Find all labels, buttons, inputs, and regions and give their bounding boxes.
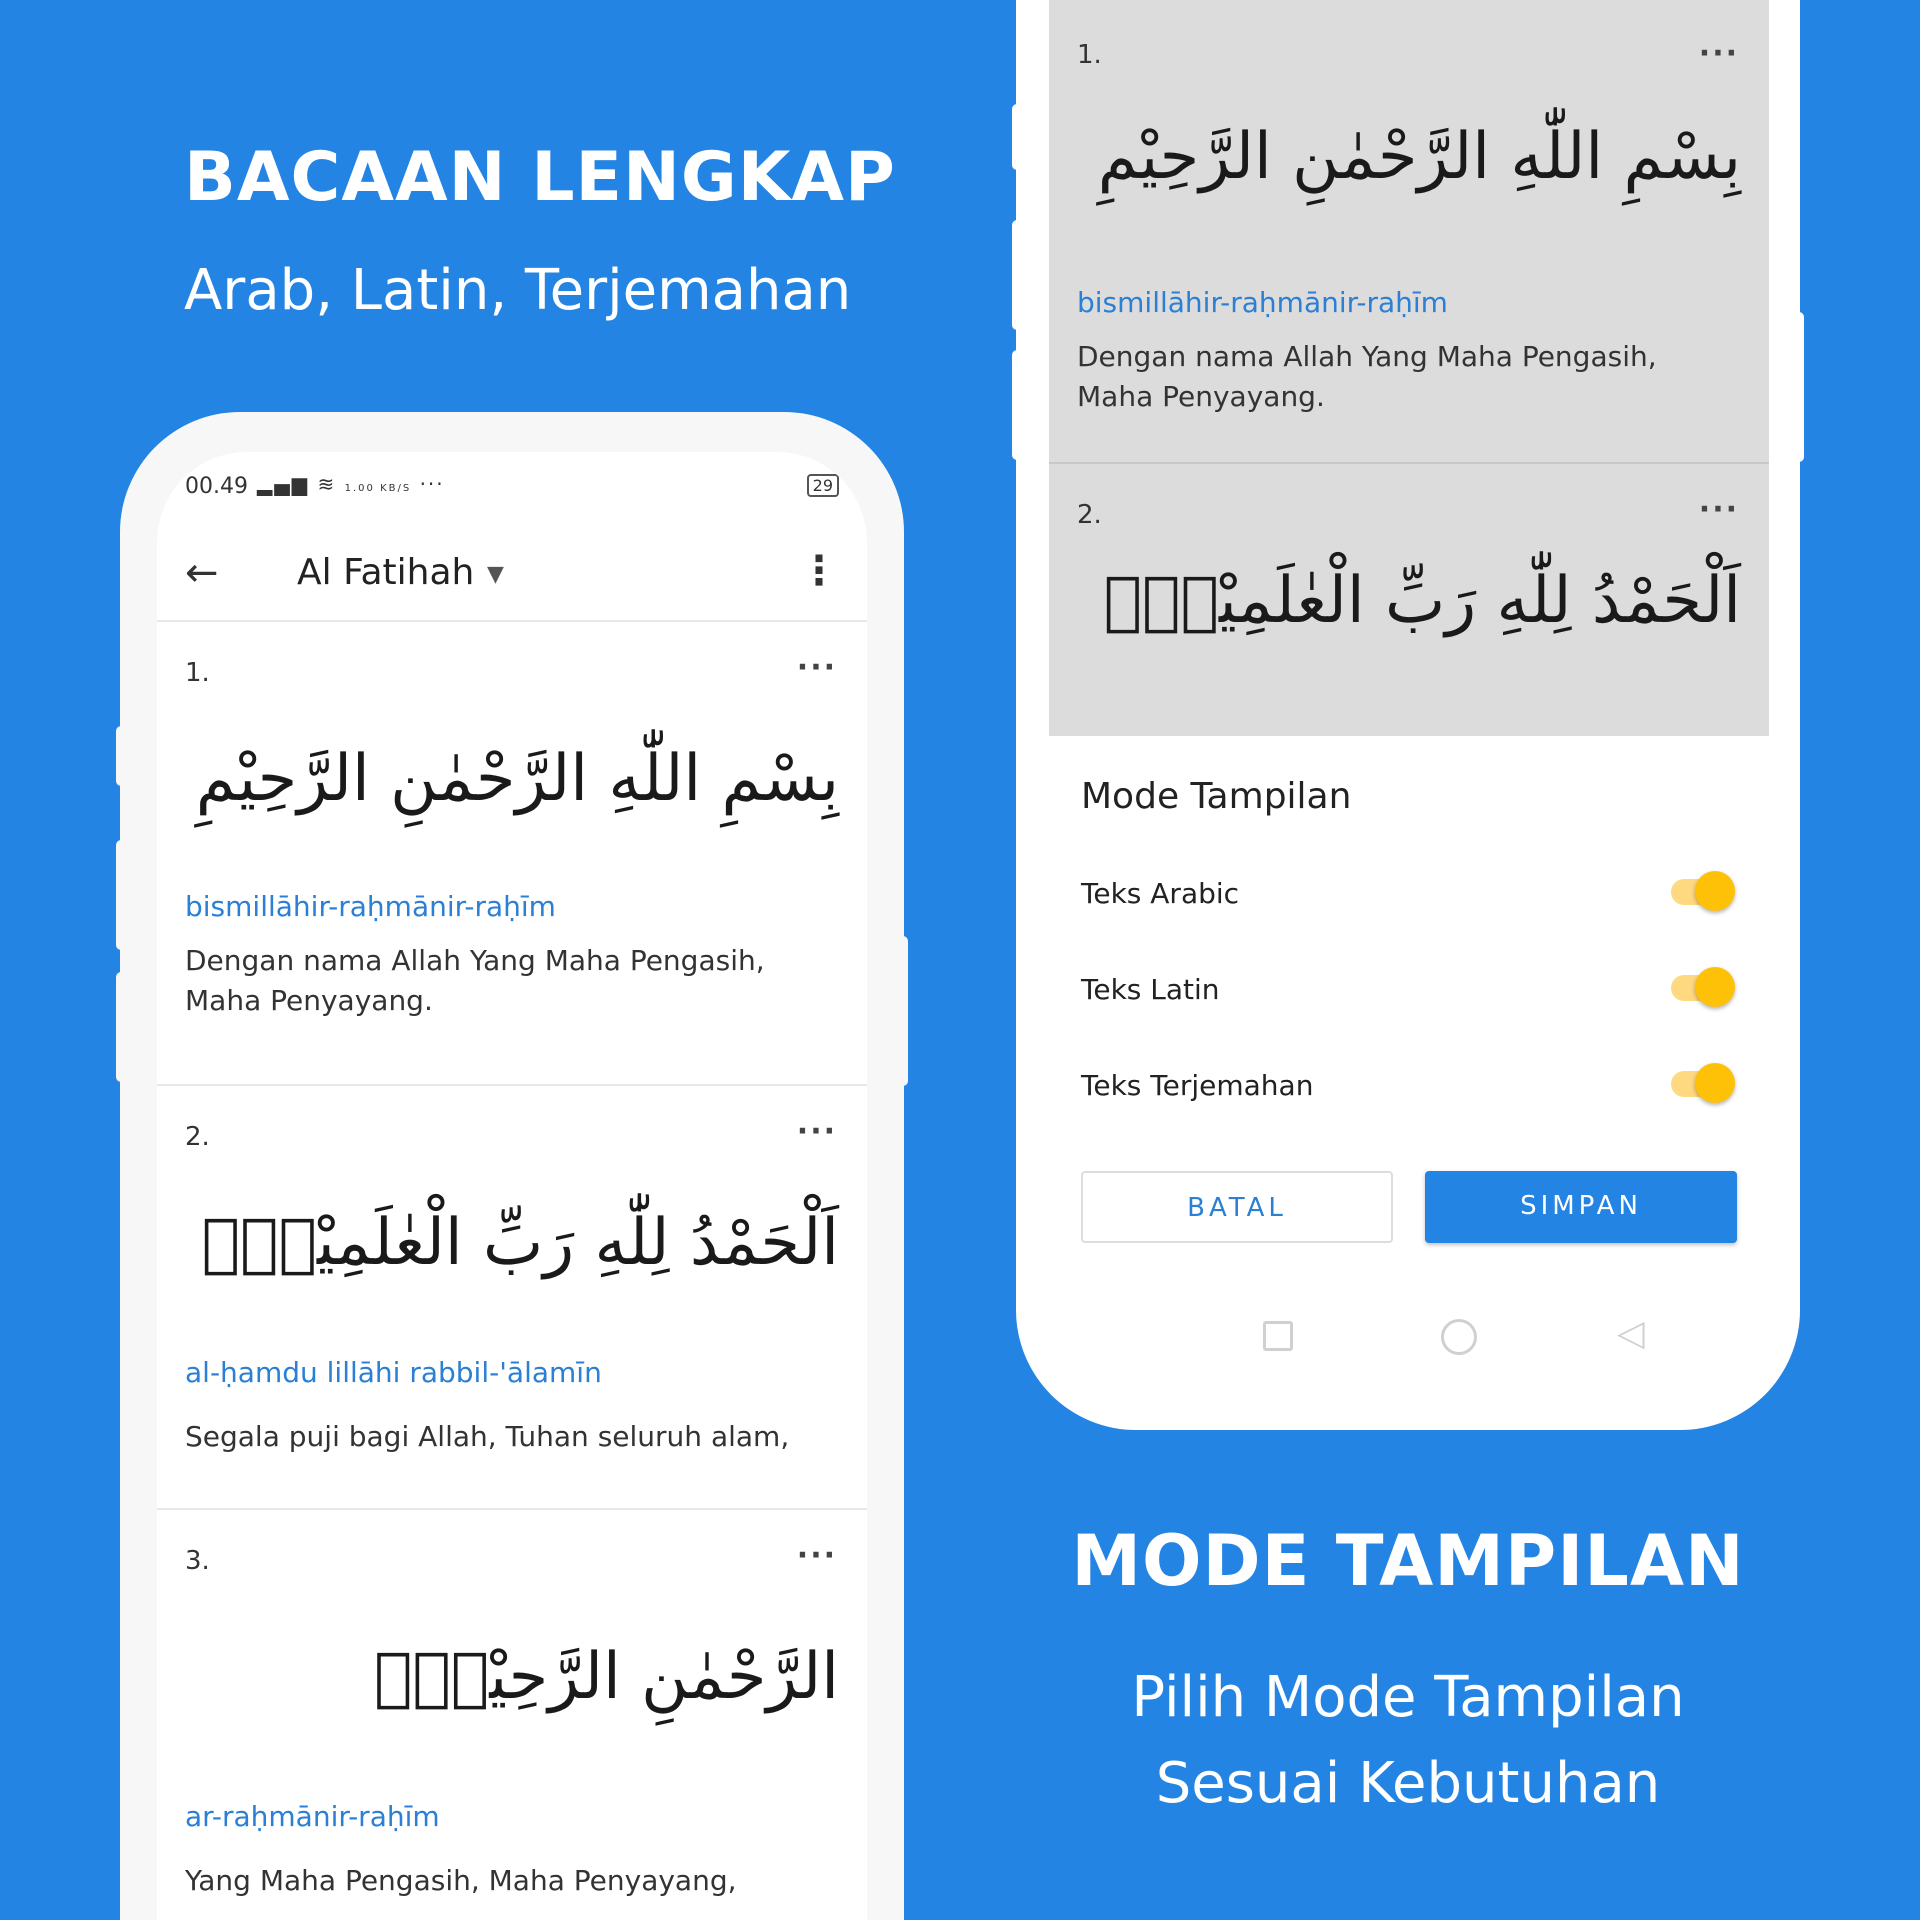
verse-arabic: اَلْحَمْدُ لِلّٰهِ رَبِّ الْعٰلَمِيْنَۙ <box>201 1206 839 1280</box>
verse-arabic: الرَّحْمٰنِ الرَّحِيْمِۙ <box>374 1640 839 1714</box>
verse-latin: bismillāhir-raḥmānir-raḥīm <box>185 890 556 923</box>
verse-card <box>157 622 867 1086</box>
verse-card <box>157 1510 867 1920</box>
status-bar <box>157 452 867 522</box>
kebab-menu-icon[interactable]: ⋮ <box>799 548 839 594</box>
toggle-row-arabic <box>1081 857 1737 953</box>
dimmed-verse-list <box>1049 0 1769 736</box>
battery-icon: 29 <box>807 474 839 497</box>
back-arrow-icon[interactable]: ← <box>185 550 219 596</box>
translation-text-toggle[interactable] <box>1671 1071 1731 1097</box>
left-subline: Arab, Latin, Terjemahan <box>184 258 852 323</box>
toggle-row-translation <box>1081 1049 1737 1145</box>
more-options-icon: ··· <box>1698 36 1739 71</box>
phone-side-button <box>1012 350 1022 460</box>
more-options-icon[interactable]: ··· <box>796 650 837 685</box>
toggle-row-latin <box>1081 953 1737 1049</box>
status-time: 00.49 <box>185 474 248 499</box>
verse-latin: ar-raḥmānir-raḥīm <box>185 1800 440 1833</box>
phone-side-button <box>1012 104 1022 170</box>
verse-latin: al-ḥamdu lillāhi rabbil-'ālamīn <box>185 1356 602 1389</box>
toggle-knob <box>1695 967 1735 1007</box>
verse-number: 2. <box>1077 500 1102 530</box>
toggle-label: Teks Terjemahan <box>1081 1069 1314 1102</box>
verse-number: 1. <box>1077 40 1102 70</box>
right-subline-line-2: Sesuai Kebutuhan <box>1155 1751 1661 1816</box>
verse-number: 1. <box>185 658 210 688</box>
verse-translation: Yang Maha Pengasih, Maha Penyayang, <box>185 1864 737 1897</box>
phone-side-button <box>116 726 126 786</box>
toggle-label: Teks Latin <box>1081 973 1220 1006</box>
right-headline: MODE TAMPILAN <box>1071 1520 1745 1602</box>
app-bar <box>157 522 867 622</box>
verse-translation: Dengan nama Allah Yang Maha Pengasih, Maha Penyayang. <box>185 944 765 1017</box>
more-options-icon[interactable]: ··· <box>796 1538 837 1573</box>
toggle-label: Teks Arabic <box>1081 877 1240 910</box>
display-mode-sheet <box>1049 736 1769 1400</box>
screen-right <box>1049 0 1769 1400</box>
phone-side-button <box>116 972 126 1082</box>
verse-number: 2. <box>185 1122 210 1152</box>
phone-power-button <box>1794 312 1804 462</box>
verse-number: 3. <box>185 1546 210 1576</box>
verse-arabic: بِسْمِ اللّٰهِ الرَّحْمٰنِ الرَّحِيْمِ <box>195 742 839 816</box>
verse-latin: bismillāhir-raḥmānir-raḥīm <box>1077 286 1448 319</box>
back-triangle-icon[interactable]: ◁ <box>1617 1313 1645 1354</box>
phone-power-button <box>898 936 908 1086</box>
dropdown-caret-icon[interactable]: ▼ <box>487 562 504 587</box>
home-icon[interactable] <box>1441 1319 1477 1355</box>
more-options-icon: ··· <box>1698 492 1739 527</box>
more-options-icon[interactable]: ··· <box>796 1114 837 1149</box>
save-button[interactable]: SIMPAN <box>1425 1171 1737 1243</box>
arabic-text-toggle[interactable] <box>1671 879 1731 905</box>
verse-translation: Dengan nama Allah Yang Maha Pengasih, Maha Penyayang. <box>1077 340 1657 413</box>
phone-side-button <box>116 840 126 950</box>
latin-text-toggle[interactable] <box>1671 975 1731 1001</box>
toggle-knob <box>1695 871 1735 911</box>
verse-card <box>157 1086 867 1510</box>
screen-left <box>157 452 867 1920</box>
sheet-actions <box>1081 1171 1737 1251</box>
cancel-button[interactable]: BATAL <box>1081 1171 1393 1243</box>
phone-side-button <box>1012 220 1022 330</box>
verse-arabic: بِسْمِ اللّٰهِ الرَّحْمٰنِ الرَّحِيْمِ <box>1097 120 1741 194</box>
sheet-title: Mode Tampilan <box>1081 776 1352 817</box>
verse-translation: Segala puji bagi Allah, Tuhan seluruh alam, <box>185 1420 790 1453</box>
verse-card <box>1049 464 1769 736</box>
system-nav-bar <box>1081 1291 1737 1400</box>
network-speed: 1.00 KB/S <box>344 483 412 494</box>
recent-apps-icon[interactable] <box>1263 1321 1293 1351</box>
right-subline <box>1058 1655 1758 1827</box>
surah-title[interactable]: Al Fatihah <box>297 552 475 593</box>
more-status-icon: ··· <box>419 472 445 496</box>
verse-card <box>1049 0 1769 464</box>
left-headline: BACAAN LENGKAP <box>184 138 896 217</box>
verse-arabic: اَلْحَمْدُ لِلّٰهِ رَبِّ الْعٰلَمِيْنَۙ <box>1103 564 1741 638</box>
right-subline-line-1: Pilih Mode Tampilan <box>1131 1665 1685 1730</box>
signal-wifi-icon: ▂▄▆ ≋ 1.00 KB/S ··· <box>257 472 445 496</box>
toggle-knob <box>1695 1063 1735 1103</box>
